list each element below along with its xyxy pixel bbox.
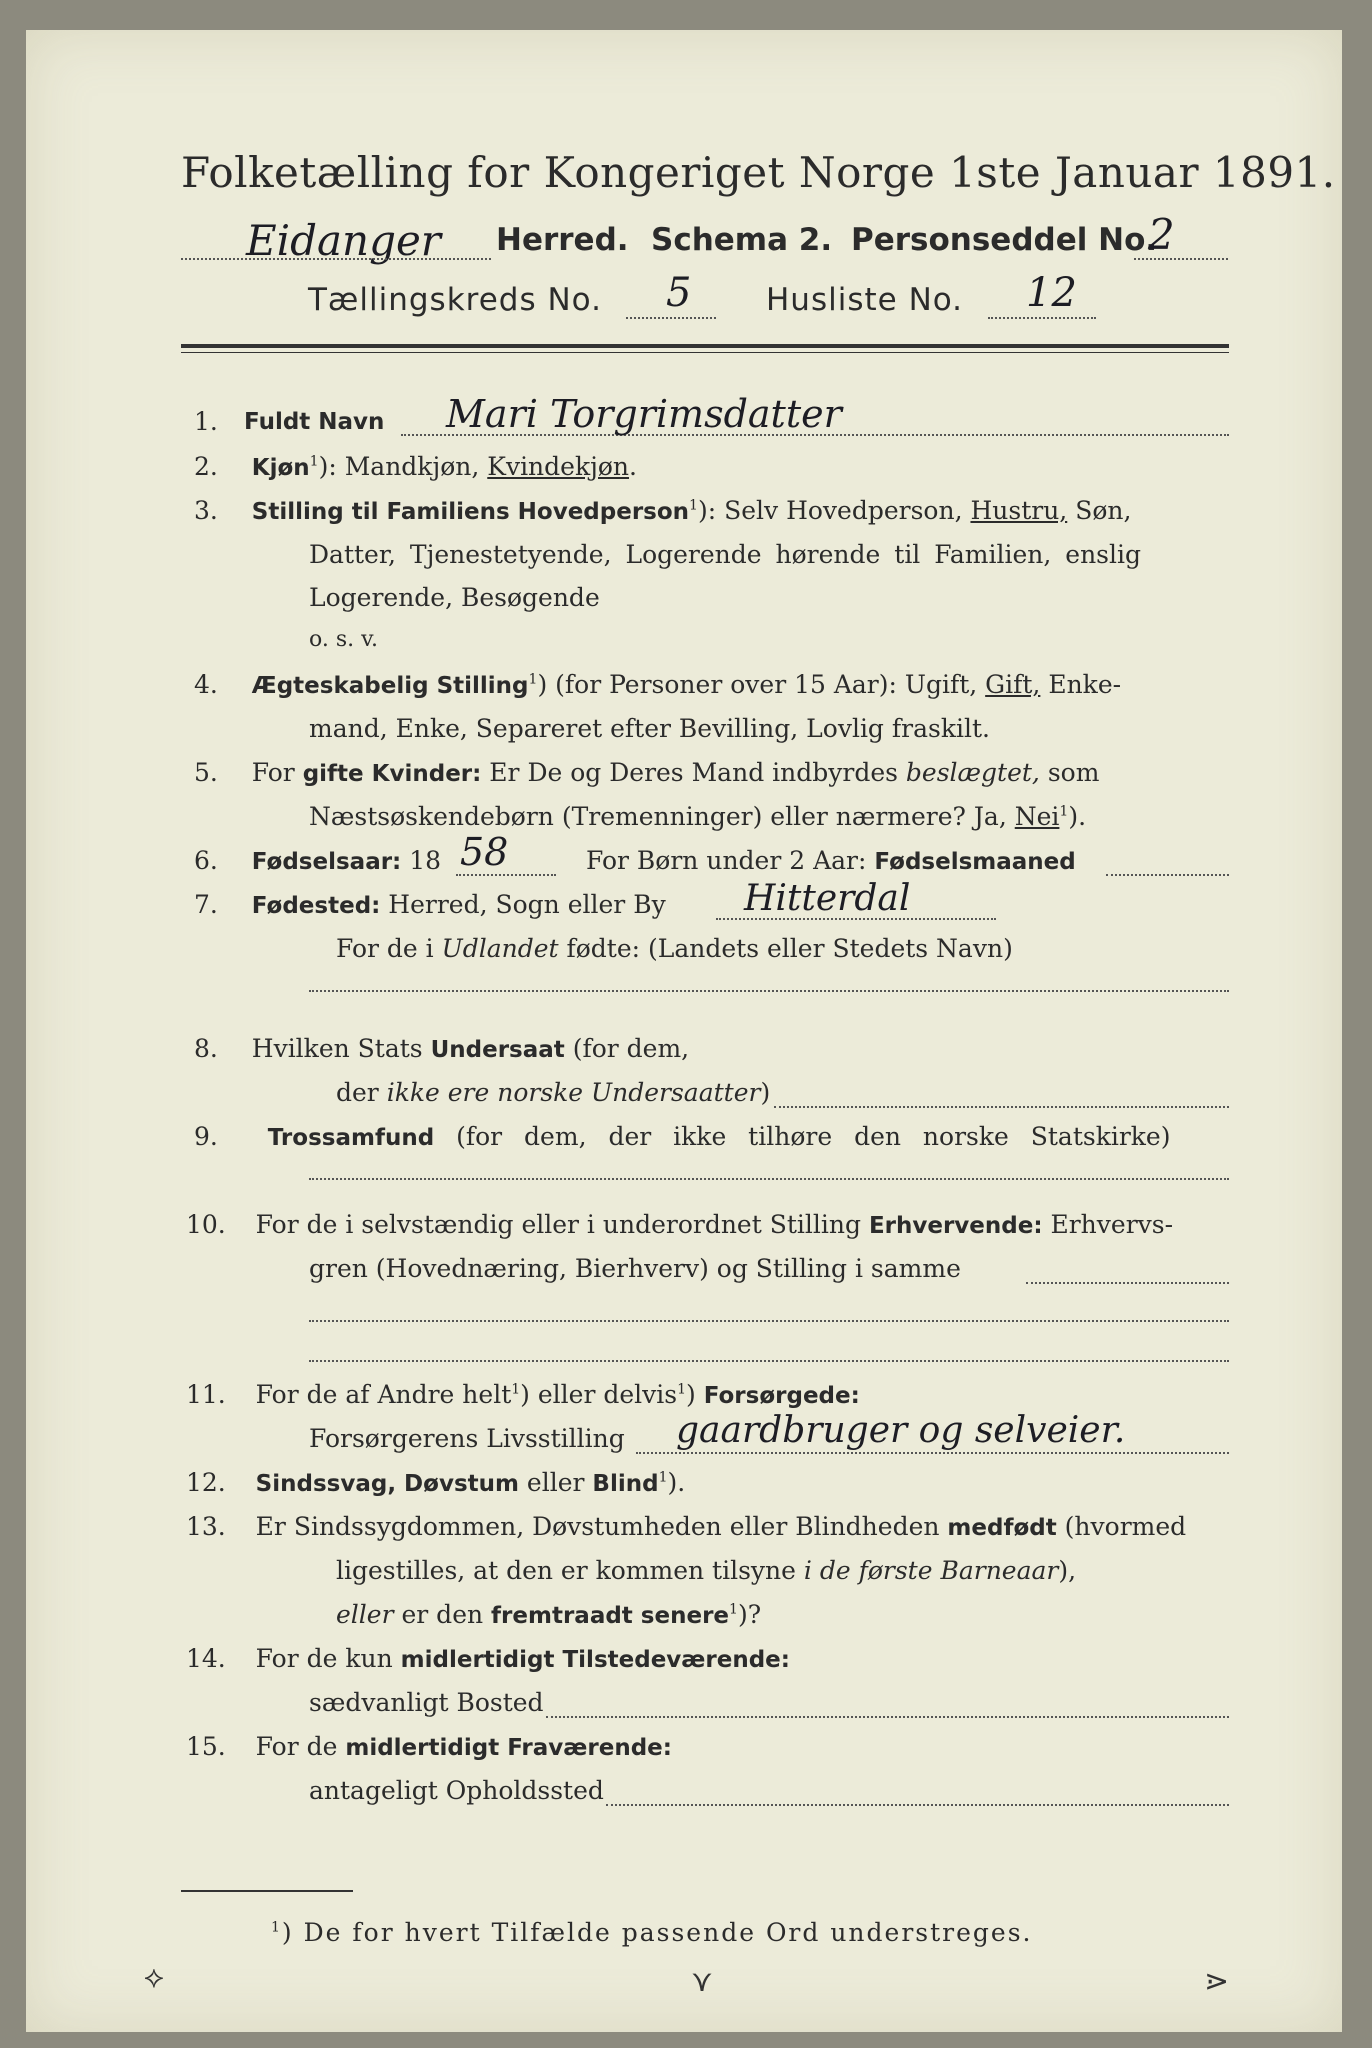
q4-underlined: Gift,: [985, 670, 1041, 699]
q13-italic: i de første Barneaar: [803, 1556, 1059, 1585]
q13-line3-a: er den: [393, 1600, 492, 1629]
q6-text-b: For Børn under 2 Aar:: [586, 846, 875, 875]
q5-text-c: som: [1039, 758, 1100, 787]
q9-row: [194, 1122, 1171, 1151]
q10-row: [186, 1210, 1173, 1239]
q2-number: 2.: [194, 452, 218, 481]
q11-text-c: ): [686, 1380, 704, 1409]
q5-row: [194, 758, 1099, 787]
q11-line2: Forsørgerens Livsstilling: [309, 1424, 625, 1453]
q4-number: 4.: [194, 670, 218, 699]
q1-number: 1.: [194, 407, 218, 436]
q5-line2-a: Næstsøskendebørn (Tremenninger) eller nærmere? Ja,: [309, 802, 1015, 831]
corner-mark-left: ⟡: [144, 1960, 164, 1995]
q4-sup: 1: [528, 671, 538, 688]
q12-sup: 1: [658, 1469, 668, 1486]
q5-underlined: Nei: [1014, 802, 1060, 831]
q3-underlined: Hustru,: [970, 496, 1068, 525]
q3-text-a: ): Selv Hovedperson,: [697, 496, 971, 525]
herred-value: Eidanger: [246, 216, 441, 265]
q11-answer: gaardbruger og selveier.: [676, 1410, 1126, 1451]
schema-label: Schema 2.: [651, 222, 833, 258]
q12-number: 12.: [186, 1468, 226, 1497]
q2-underlined: Kvindekjøn: [487, 452, 630, 481]
q4-row: [194, 670, 1121, 699]
q10-text-a: For de i selvstændig eller i underordnet Stilling: [255, 1210, 869, 1239]
footnote-rule: [181, 1890, 353, 1892]
q3-label: Stilling til Familiens Hovedperson: [251, 499, 690, 525]
q13-row: [186, 1512, 1186, 1541]
q8-row: [194, 1034, 689, 1063]
q6-month: [586, 846, 1076, 875]
q8-text-b: (for dem,: [564, 1034, 690, 1063]
q13-line3-label: fremtraadt senere: [491, 1603, 730, 1629]
q5-text-b: Er De og Deres Mand indbyrdes: [481, 758, 906, 787]
q7-number: 7.: [194, 890, 218, 919]
q5-text-a: For: [251, 758, 303, 787]
q2-row: [194, 452, 637, 481]
q2-sup: 1: [309, 453, 319, 470]
q7-row: [194, 890, 666, 919]
q13-label: medfødt: [947, 1515, 1057, 1541]
q13-number: 13.: [186, 1512, 226, 1541]
q5-italic: beslægtet,: [905, 758, 1040, 787]
q4-label: Ægteskabelig Stilling: [251, 673, 529, 699]
q15-label: midlertidigt Fraværende:: [345, 1735, 672, 1761]
q11-label: Forsørgede:: [703, 1383, 860, 1409]
q13-line2: [336, 1556, 1076, 1585]
q1-label: Fuldt Navn: [244, 409, 385, 435]
q10-answer-line: [1026, 1282, 1229, 1284]
q2-text-c: .: [629, 452, 637, 481]
q7-label: Fødested:: [251, 893, 381, 919]
q13-text-b: (hvormed: [1056, 1512, 1187, 1541]
kreds-line: [626, 317, 716, 319]
corner-mark-center: ⋎: [691, 1964, 713, 1999]
q6-month-line: [1106, 874, 1229, 876]
q8-number: 8.: [194, 1034, 218, 1063]
q5-label: gifte Kvinder:: [302, 761, 482, 787]
personseddel-line: [1134, 258, 1228, 260]
q3-sup: 1: [689, 497, 698, 514]
q7-italic: Udlandet: [441, 934, 559, 963]
q6-answer-line: [456, 874, 556, 876]
q8-italic: ikke ere norske Undersaatter: [386, 1078, 761, 1107]
header-rule-top: [181, 344, 1229, 348]
corner-mark-right: ⋗: [1204, 1964, 1230, 1999]
q10-answer-line2: [309, 1320, 1229, 1322]
q14-number: 14.: [186, 1644, 226, 1673]
q13-line2-b: ),: [1058, 1556, 1077, 1585]
husliste-value: 12: [1026, 270, 1077, 316]
herred-line: [181, 258, 491, 260]
q8-line2: [336, 1078, 770, 1107]
q3-line4: o. s. v.: [309, 627, 378, 652]
q11-sup-a: 1: [511, 1381, 521, 1398]
q14-line2: sædvanligt Bosted: [309, 1688, 544, 1717]
q11-answer-line: [636, 1452, 1229, 1454]
personseddel-value: 2: [1148, 210, 1175, 259]
q8-answer-line: [774, 1106, 1229, 1108]
q3-number: 3.: [194, 496, 218, 525]
q13-line3-b: )?: [737, 1600, 762, 1629]
q10-line2: gren (Hovednæring, Bierhverv) og Stilling i samme: [309, 1254, 961, 1283]
q7-line2-b: fødte: (Landets eller Stedets Navn): [558, 934, 1013, 963]
q11-number: 11.: [186, 1380, 226, 1409]
header-rule-bottom: [181, 352, 1229, 353]
q7-line2: [336, 934, 1013, 963]
q14-row: [186, 1644, 790, 1673]
q6-number: 6.: [194, 846, 218, 875]
q8-text-a: Hvilken Stats: [251, 1034, 431, 1063]
form-title: Folketælling for Kongeriget Norge 1ste Januar 1891.: [181, 148, 1336, 197]
q5-number: 5.: [194, 758, 218, 787]
q8-line2-b: ): [760, 1078, 771, 1107]
q2-text-a: ): Mandkjøn,: [318, 452, 488, 481]
q9-label: Trossamfund: [267, 1125, 435, 1151]
q8-label: Undersaat: [430, 1037, 565, 1063]
q8-line2-a: der: [336, 1078, 387, 1107]
q3-line2: Datter, Tjenestetyende, Logerende hørende til Familien, enslig: [309, 540, 1142, 569]
q14-text-a: For de kun: [255, 1644, 401, 1673]
q2-label: Kjøn: [251, 455, 310, 481]
kreds-label: Tællingskreds No.: [308, 282, 602, 318]
q5-line2: [309, 802, 1086, 831]
q10-label: Erhvervende:: [868, 1213, 1043, 1239]
q9-answer-line: [309, 1178, 1229, 1180]
q13-sup: 1: [729, 1601, 738, 1618]
q6-answer: 58: [460, 830, 509, 874]
husliste-label: Husliste No.: [766, 282, 964, 318]
q3-text-c: Søn,: [1067, 496, 1132, 525]
herred-label: Herred.: [496, 222, 629, 258]
footnote-sup: 1: [271, 1919, 282, 1936]
q12-label: Sindssvag, Døvstum: [255, 1471, 519, 1497]
q12-label-b: Blind: [592, 1471, 659, 1497]
q9-number: 9.: [194, 1122, 218, 1151]
q11-text-a: For de af Andre helt: [255, 1380, 512, 1409]
q10-answer-line3: [309, 1360, 1229, 1362]
q6-row: [194, 846, 441, 875]
kreds-value: 5: [666, 270, 692, 316]
q15-text-a: For de: [255, 1732, 346, 1761]
q6-label-b: Fødselsmaaned: [874, 849, 1076, 875]
q14-label: midlertidigt Tilstedeværende:: [400, 1647, 790, 1673]
personseddel-label: Personseddel No.: [851, 222, 1158, 258]
q12-row: [186, 1468, 685, 1497]
q5-line2-c: ).: [1068, 802, 1087, 831]
q5-sup: 1: [1059, 803, 1069, 820]
q10-text-b: Erhvervs-: [1042, 1210, 1174, 1239]
q14-answer-line: [546, 1716, 1229, 1718]
q4-text-a: ) (for Personer over 15 Aar): Ugift,: [537, 670, 986, 699]
q12-text-b: ).: [667, 1468, 686, 1497]
q3-row: [194, 496, 1131, 525]
q9-text-a: (for dem, der ikke tilhøre den norske Statskirke): [434, 1122, 1171, 1151]
q7-answer: Hitterdal: [744, 878, 911, 919]
q7-answer-line2: [309, 990, 1229, 992]
q13-line3: [336, 1600, 761, 1629]
q13-text-a: Er Sindssygdommen, Døvstumheden eller Blindheden: [255, 1512, 948, 1541]
q4-line2: mand, Enke, Separeret efter Bevilling, Lovlig fraskilt.: [309, 714, 990, 743]
q13-line2-a: ligestilles, at den er kommen tilsyne: [336, 1556, 804, 1585]
q11-sup-b: 1: [677, 1381, 687, 1398]
footnote: [271, 1918, 1032, 1947]
q11-text-b: ) eller delvis: [520, 1380, 678, 1409]
census-form-sheet: [26, 30, 1342, 2032]
q15-row: [186, 1732, 672, 1761]
q3-line3: Logerende, Besøgende: [309, 583, 600, 612]
q11-row: [186, 1380, 860, 1409]
footnote-text: ) De for hvert Tilfælde passende Ord understreges.: [281, 1918, 1033, 1947]
q10-number: 10.: [186, 1210, 226, 1239]
q12-text-a: eller: [518, 1468, 593, 1497]
q15-answer-line: [606, 1804, 1229, 1806]
q6-label: Fødselsaar:: [251, 849, 402, 875]
q13-line3-italic: eller: [336, 1600, 394, 1629]
q7-line2-a: For de i: [336, 934, 442, 963]
q1-answer: Mari Torgrimsdatter: [446, 392, 842, 436]
q15-line2: antageligt Opholdssted: [309, 1776, 604, 1805]
q6-prefix: 18: [409, 846, 442, 875]
husliste-line: [988, 317, 1096, 319]
q15-number: 15.: [186, 1732, 226, 1761]
q7-text-a: Herred, Sogn eller By: [380, 890, 666, 919]
q4-text-c: Enke-: [1040, 670, 1122, 699]
